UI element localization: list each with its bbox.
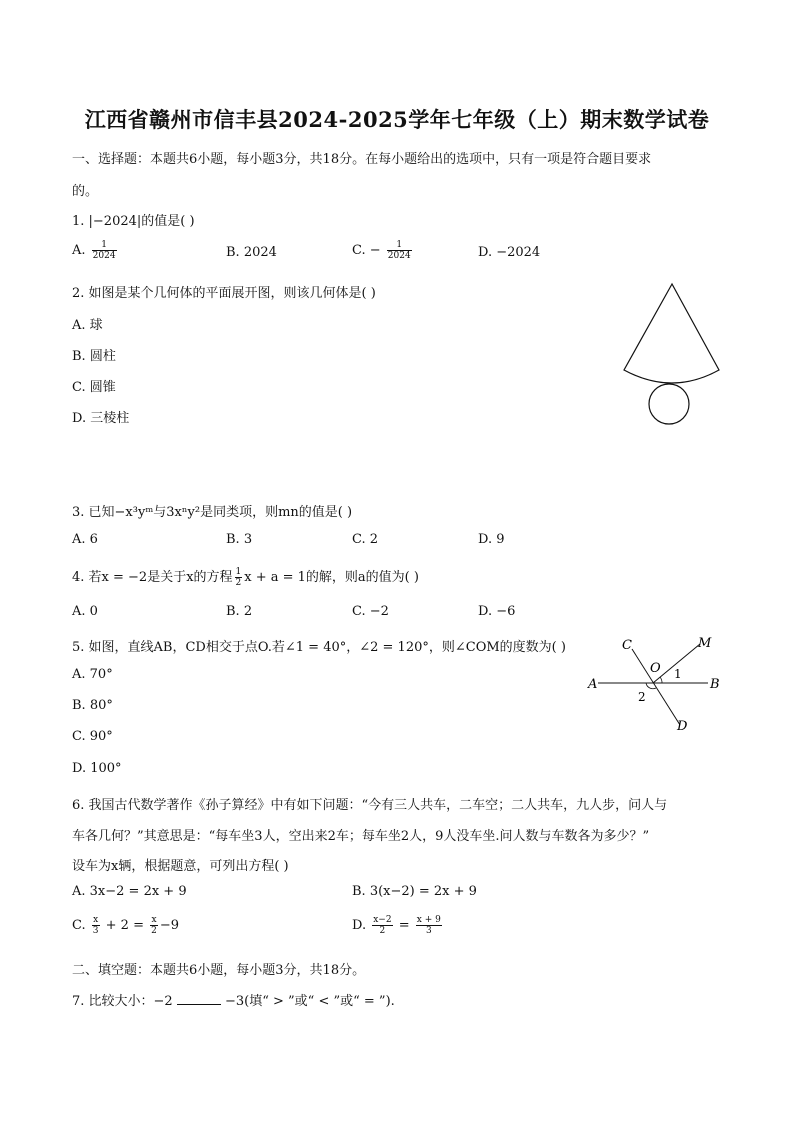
q4-frac-den: 2 bbox=[235, 578, 242, 588]
label-angle1: 1 bbox=[674, 667, 682, 681]
q6-c-d2: 2 bbox=[151, 926, 157, 936]
q6-c-n2: x bbox=[151, 915, 157, 925]
q2-option-a: A. 球 bbox=[72, 318, 103, 333]
q6-d-n2: x + 9 bbox=[416, 915, 441, 925]
sector-shape bbox=[624, 284, 719, 383]
q1-option-b: B. 2024 bbox=[226, 245, 277, 260]
base-circle bbox=[649, 384, 689, 424]
q7-stem bbox=[72, 990, 395, 1009]
q1-a-num: 1 bbox=[92, 240, 117, 251]
q5-option-b: B. 80° bbox=[72, 698, 113, 713]
q1-c-num: 1 bbox=[387, 240, 412, 251]
q1-option-a bbox=[72, 240, 119, 261]
q6-option-c bbox=[72, 915, 179, 936]
q3-option-a: A. 6 bbox=[72, 532, 98, 547]
q6-c-d1: 3 bbox=[92, 926, 99, 936]
q6-line2: 车各几何？”其意思是：“每车坐3人，空出来2车；每车坐2人，9人没车坐.问人数与车数各为多少？” bbox=[72, 829, 650, 844]
q1-c-den: 2024 bbox=[387, 251, 411, 261]
label-m: M bbox=[698, 636, 712, 651]
q6-c-n1: x bbox=[93, 915, 99, 925]
q4-frac-num: 1 bbox=[235, 567, 242, 577]
q5-option-a: A. 70° bbox=[72, 667, 113, 682]
q4-fraction bbox=[235, 567, 243, 588]
q6-d-mid: = bbox=[398, 918, 410, 933]
q3-option-b: B. 3 bbox=[226, 532, 253, 547]
q6-c-frac2 bbox=[150, 915, 158, 936]
q4-stem-before: 4. 若x = −2是关于x的方程 bbox=[72, 570, 233, 585]
q4-option-c: C. −2 bbox=[352, 604, 389, 619]
q6-option-b: B. 3(x−2) = 2x + 9 bbox=[352, 884, 477, 899]
section2-header: 二、填空题：本题共6小题，每小题3分，共18分。 bbox=[72, 963, 366, 978]
q6-d-frac2 bbox=[416, 915, 442, 936]
q2-stem: 2. 如图是某个几何体的平面展开图，则该几何体是( ) bbox=[72, 286, 376, 301]
q4-stem bbox=[72, 566, 419, 588]
q1-c-prefix: C. − bbox=[352, 243, 381, 258]
q5-lines-figure bbox=[582, 630, 732, 740]
q6-line1: 6. 我国古代数学著作《孙子算经》中有如下问题：“今有三人共车，二车空；二人共车，九人步，问人与 bbox=[72, 798, 668, 813]
section1-header-line1: 一、选择题：本题共6小题，每小题3分，共18分。在每小题给出的选项中，只有一项是符合题目要求 bbox=[72, 152, 652, 167]
q2-option-d: D. 三棱柱 bbox=[72, 411, 130, 426]
label-a: A bbox=[588, 677, 598, 692]
q1-stem: 1. |−2024|的值是( ) bbox=[72, 214, 195, 229]
q4-option-d: D. −6 bbox=[478, 604, 516, 619]
angle1-arc bbox=[660, 677, 662, 683]
q6-option-d bbox=[352, 915, 444, 936]
q1-c-fraction bbox=[387, 240, 412, 261]
q7-answer-blank[interactable] bbox=[177, 992, 221, 1005]
q1-a-prefix: A. bbox=[72, 243, 86, 258]
label-b: B bbox=[710, 677, 720, 692]
q4-option-b: B. 2 bbox=[226, 604, 253, 619]
q6-d-frac1 bbox=[372, 915, 392, 936]
q6-option-a: A. 3x−2 = 2x + 9 bbox=[72, 884, 187, 899]
q1-a-fraction bbox=[92, 240, 117, 261]
label-d: D bbox=[677, 719, 688, 734]
q6-line3: 设车为x辆，根据题意，可列出方程( ) bbox=[72, 859, 289, 874]
q2-option-c: C. 圆锥 bbox=[72, 380, 116, 395]
q5-option-d: D. 100° bbox=[72, 761, 122, 776]
q6-d-n1: x−2 bbox=[373, 915, 392, 925]
label-o: O bbox=[650, 661, 661, 676]
q1-option-c bbox=[352, 240, 414, 261]
label-c: C bbox=[622, 638, 632, 653]
q4-option-a: A. 0 bbox=[72, 604, 98, 619]
label-angle2: 2 bbox=[638, 690, 646, 704]
q2-net-figure bbox=[612, 278, 732, 430]
q6-d-prefix: D. bbox=[352, 918, 367, 933]
q1-option-d: D. −2024 bbox=[478, 245, 541, 260]
q6-c-frac1 bbox=[92, 915, 100, 936]
q6-d-d1: 2 bbox=[379, 926, 386, 936]
q3-option-c: C. 2 bbox=[352, 532, 379, 547]
q7-after: −3(填“ > ”或“ < ”或“ = ”). bbox=[224, 994, 395, 1009]
q3-option-d: D. 9 bbox=[478, 532, 505, 547]
q2-option-b: B. 圆柱 bbox=[72, 349, 116, 364]
q6-d-d2: 3 bbox=[425, 926, 432, 936]
q5-option-c: C. 90° bbox=[72, 729, 113, 744]
q1-a-den: 2024 bbox=[92, 251, 116, 261]
q4-stem-after: x + a = 1的解，则a的值为( ) bbox=[244, 570, 419, 585]
q6-c-end: −9 bbox=[159, 918, 180, 933]
section1-header-line2: 的。 bbox=[72, 184, 99, 199]
q3-stem: 3. 已知−x³yᵐ与3xⁿy²是同类项，则mn的值是( ) bbox=[72, 505, 353, 520]
q5-stem: 5. 如图，直线AB，CD相交于点O.若∠1 = 40°，∠2 = 120°，则∠COM的度数为( ) bbox=[72, 640, 566, 655]
exam-title: 江西省赣州市信丰县2024-2025学年七年级（上）期末数学试卷 bbox=[84, 107, 710, 132]
q7-before: 7. 比较大小：−2 bbox=[72, 994, 173, 1009]
q6-c-mid: + 2 = bbox=[105, 918, 144, 933]
q6-c-prefix: C. bbox=[72, 918, 86, 933]
